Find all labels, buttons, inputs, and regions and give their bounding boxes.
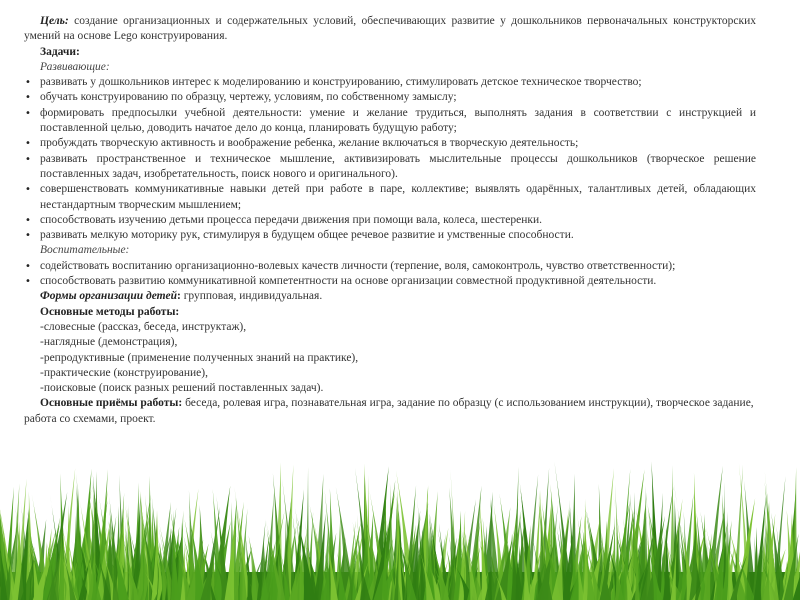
goal-paragraph [24,14,756,45]
methods-heading: Основные методы работы: [40,305,180,318]
techniques-label: Основные приёмы работы: [40,397,183,410]
method-item: -репродуктивные (применение полученных знаний на практике), [40,351,359,364]
grass-decoration [0,460,800,600]
list-item: • развивать мелкую моторику рук, стимулируя в будущем общее речевое развитие и умственные способности. [24,228,756,243]
list-item: • развивать пространственное и техническое мышление, активизировать мыслительные процессы дошкольников (творческое решение поставленных задач, изобретательность, поиск нового и оригинального). [24,152,756,183]
tasks-heading: Задачи: [40,45,80,58]
grass-image [0,460,800,600]
method-item: -наглядные (демонстрация), [40,336,178,349]
developing-heading: Развивающие: [40,60,110,73]
goal-label: Цель: [40,15,69,27]
forms-text: групповая, индивидуальная. [180,290,323,303]
forms-paragraph [24,289,756,304]
method-item: -словесные (рассказ, беседа, инструктаж), [40,320,247,333]
goal-text: создание организационных и содержательных условий, обеспечивающих развитие у дошкольников первоначальных конструкторских умений на основе Lego конструирования. [24,15,756,43]
educational-list [24,259,756,290]
list-item: • способствовать развитию коммуникативной компетентности на основе организации совместной продуктивной деятельности. [24,274,756,289]
techniques-text: беседа, ролевая игра, познавательная игра, задание по образцу (с использованием инструкции), творческое задание, работа со схемами, проект. [24,397,754,425]
list-item: • содействовать воспитанию организационно-волевых качеств личности (терпение, воля, самоконтроль, чувство ответственности); [24,259,756,274]
developing-list [24,75,756,243]
list-item: • способствовать изучению детьми процесса передачи движения при помощи вала, колеса, шестеренки. [24,213,756,228]
list-item: • формировать предпосылки учебной деятельности: умение и желание трудиться, выполнять задания в соответствии с инструкцией и поставленной целью, доводить начатое дело до конца, планировать будущую работу; [24,106,756,137]
method-item: -практические (конструирование), [40,366,208,379]
list-item: • развивать у дошкольников интерес к моделированию и конструированию, стимулировать детское техническое творчество; [24,75,756,90]
list-item: • обучать конструированию по образцу, чертежу, условиям, по собственному замыслу; [24,90,756,105]
list-item: • пробуждать творческую активность и воображение ребенка, желание включаться в творческую деятельность; [24,136,756,151]
list-item: • совершенствовать коммуникативные навыки детей при работе в паре, коллективе; выявлять одарённых, талантливых детей, обладающих нестандартным творческим мышлением; [24,182,756,213]
forms-label: Формы организации детей [40,290,177,303]
educational-heading: Воспитательные: [40,244,130,257]
forms-colon: : [176,290,181,303]
method-item: -поисковые (поиск разных решений поставленных задач). [40,382,324,395]
techniques-paragraph [24,396,756,427]
